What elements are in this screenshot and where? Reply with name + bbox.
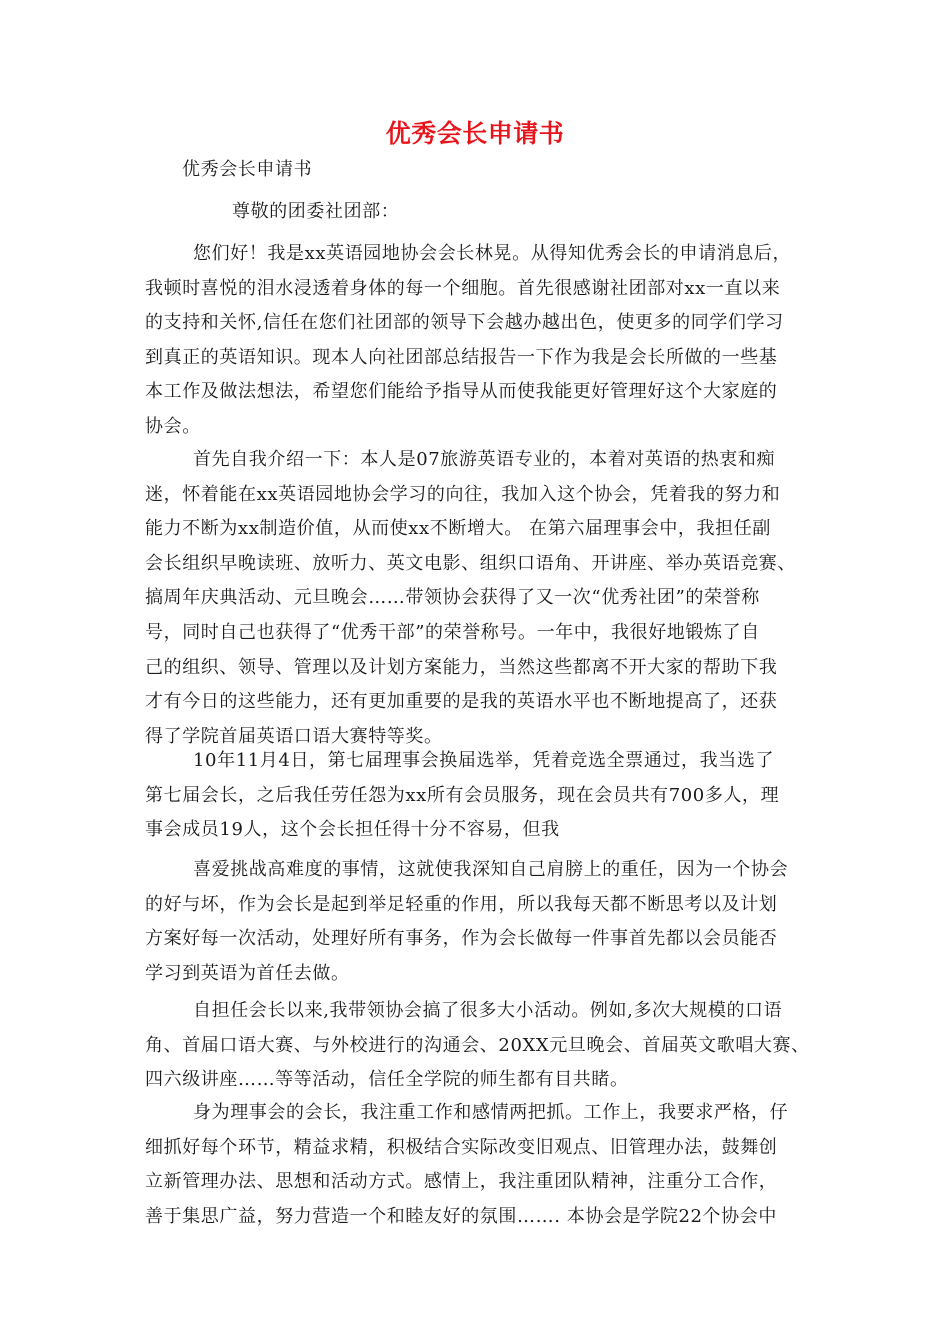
paragraph-line: 细抓好每个环节，精益求精，积极结合实际改变旧观点、旧管理办法，鼓舞创 — [145, 1137, 778, 1158]
paragraph-line: 的好与坏，作为会长是起到举足轻重的作用，所以我每天都不断思考以及计划 — [145, 894, 778, 915]
paragraph-line: 善于集思广益，努力营造一个和睦友好的氛围……. 本协会是学院22个协会中 — [145, 1206, 777, 1227]
paragraph-line: 才有今日的这些能力，还有更加重要的是我的英语水平也不断地提高了，还获 — [145, 691, 778, 712]
paragraph-line: 能力不断为xx制造价值，从而使xx不断增大。 在第六届理事会中，我担任副 — [145, 518, 771, 539]
paragraph-line: 得了学院首届英语口语大赛特等奖。 — [145, 726, 443, 747]
paragraph-line: 您们好！我是xx英语园地协会会长林晃。从得知优秀会长的申请消息后， — [193, 243, 792, 264]
paragraph-line: 协会。 — [145, 416, 201, 437]
paragraph-line: 身为理事会的会长，我注重工作和感情两把抓。工作上，我要求严格，仔 — [193, 1102, 789, 1123]
paragraph-line: 10年11月4日，第七届理事会换届选举，凭着竞选全票通过，我当选了 — [193, 750, 775, 771]
paragraph-line: 的支持和关怀,信任在您们社团部的领导下会越办越出色，使更多的同学们学习 — [145, 312, 784, 333]
paragraph-line: 搞周年庆典活动、元旦晚会……带领协会获得了又一次“优秀社团”的荣誉称 — [145, 587, 760, 608]
paragraph-line: 己的组织、领导、管理以及计划方案能力，当然这些都离不开大家的帮助下我 — [145, 657, 778, 678]
paragraph-line: 号，同时自己也获得了“优秀干部”的荣誉称号。一年中，我很好地锻炼了自 — [145, 622, 760, 643]
paragraph-line: 到真正的英语知识。现本人向社团部总结报告一下作为我是会长所做的一些基 — [145, 347, 778, 368]
paragraph-line: 立新管理办法、思想和活动方式。感情上，我注重团队精神，注重分工合作， — [145, 1171, 778, 1192]
paragraph-line: 喜爱挑战高难度的事情，这就使我深知自己肩膀上的重任，因为一个协会 — [193, 859, 789, 880]
paragraph-line: 首先自我介绍一下：本人是07旅游英语专业的，本着对英语的热衷和痴 — [193, 449, 776, 470]
paragraph-line: 迷，怀着能在xx英语园地协会学习的向往，我加入这个协会，凭着我的努力和 — [145, 484, 781, 505]
paragraph-line: 四六级讲座……等等活动，信任全学院的师生都有目共睹。 — [145, 1069, 629, 1090]
document-title: 优秀会长申请书 — [385, 119, 565, 148]
paragraph-line: 本工作及做法想法，希望您们能给予指导从而使我能更好管理好这个大家庭的 — [145, 381, 778, 402]
paragraph-line: 会长组织早晚读班、放听力、英文电影、组织口语角、开讲座、举办英语竞赛、 — [145, 553, 796, 574]
paragraph-line: 自担任会长以来,我带领协会搞了很多大小活动。例如,多次大规模的口语 — [193, 1000, 783, 1021]
paragraph-line: 我顿时喜悦的泪水浸透着身体的每一个细胞。首先很感谢社团部对xx一直以来 — [145, 278, 781, 299]
paragraph-line: 学习到英语为首任去做。 — [145, 963, 350, 984]
greeting-line: 尊敬的团委社团部： — [232, 201, 400, 222]
paragraph-line: 角、首届口语大赛、与外校进行的沟通会、20XX元旦晚会、首届英文歌唱大赛、 — [145, 1035, 810, 1056]
paragraph-line: 第七届会长，之后我任劳任怨为xx所有会员服务，现在会员共有700多人，理 — [145, 785, 780, 806]
document-subtitle: 优秀会长申请书 — [182, 159, 313, 180]
paragraph-line: 事会成员19人，这个会长担任得十分不容易，但我 — [145, 819, 560, 840]
paragraph-line: 方案好每一次活动，处理好所有事务，作为会长做每一件事首先都以会员能否 — [145, 928, 778, 949]
